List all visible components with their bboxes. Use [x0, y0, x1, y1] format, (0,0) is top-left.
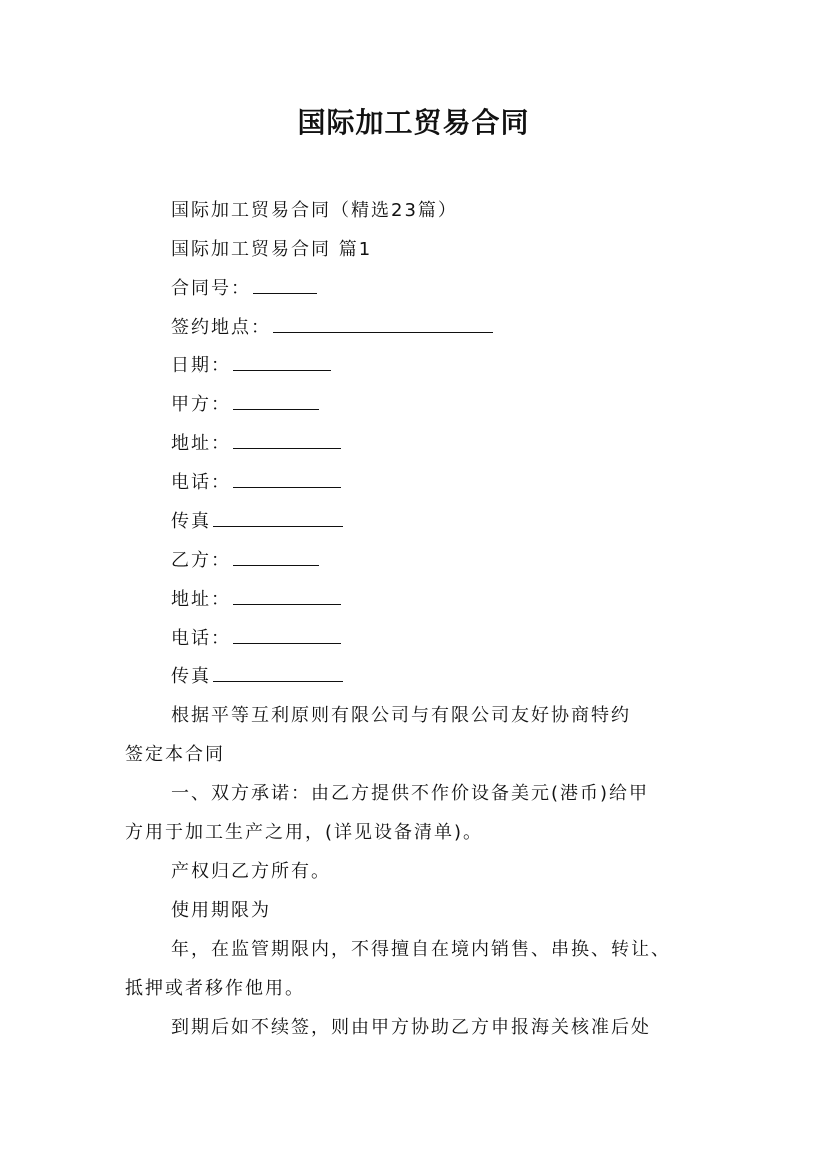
paragraph-1-line-1: 根据平等互利原则有限公司与有限公司友好协商特约: [171, 705, 631, 726]
fill-blank: [253, 277, 317, 294]
paragraph-4: 使用期限为: [171, 900, 271, 921]
field-party-a: [125, 391, 751, 419]
field-label: 签约地点：: [171, 317, 271, 338]
field-party-a-address: [125, 430, 751, 458]
field-contract-number: [125, 275, 751, 303]
fill-blank: [273, 316, 493, 333]
section-heading: 国际加工贸易合同 篇1: [171, 239, 373, 260]
document-title: 国际加工贸易合同: [297, 106, 530, 139]
field-party-b-address: [125, 586, 751, 614]
fill-blank: [213, 665, 343, 682]
field-party-a-fax: [125, 508, 751, 536]
field-label: 电话：: [171, 628, 231, 649]
field-label: 日期：: [171, 355, 231, 376]
fill-blank: [233, 549, 319, 566]
paragraph-2-line-1: 一、双方承诺：由乙方提供不作价设备美元(港币)给甲: [171, 783, 650, 804]
field-label: 乙方：: [171, 550, 231, 571]
paragraph-3: 产权归乙方所有。: [171, 861, 331, 882]
field-party-b-phone: [125, 625, 751, 653]
field-label: 电话：: [171, 472, 231, 493]
field-label: 地址：: [171, 433, 231, 454]
document-subtitle: 国际加工贸易合同（精选23篇）: [171, 200, 458, 221]
field-signing-place: [125, 314, 751, 342]
field-party-b: [125, 547, 751, 575]
field-date: [125, 352, 751, 380]
paragraph-2-line-2: 方用于加工生产之用，(详见设备清单)。: [125, 822, 484, 843]
fill-blank: [233, 432, 341, 449]
fill-blank: [233, 471, 341, 488]
field-label: 合同号：: [171, 278, 251, 299]
fill-blank: [213, 510, 343, 527]
field-party-b-fax: [125, 663, 751, 691]
paragraph-6-line-1: 到期后如不续签，则由甲方协助乙方申报海关核准后处: [171, 1017, 651, 1038]
fill-blank: [233, 393, 319, 410]
paragraph-5-line-2: 抵押或者移作他用。: [125, 978, 305, 999]
field-label: 地址：: [171, 589, 231, 610]
fill-blank: [233, 354, 331, 371]
field-label: 甲方：: [171, 394, 231, 415]
paragraph-5-line-1: 年，在监管期限内，不得擅自在境内销售、串换、转让、: [171, 939, 671, 960]
field-label: 传真: [171, 511, 211, 532]
field-label: 传真: [171, 666, 211, 687]
fill-blank: [233, 588, 341, 605]
fill-blank: [233, 627, 341, 644]
paragraph-1-line-2: 签定本合同: [125, 744, 225, 765]
field-party-a-phone: [125, 469, 751, 497]
